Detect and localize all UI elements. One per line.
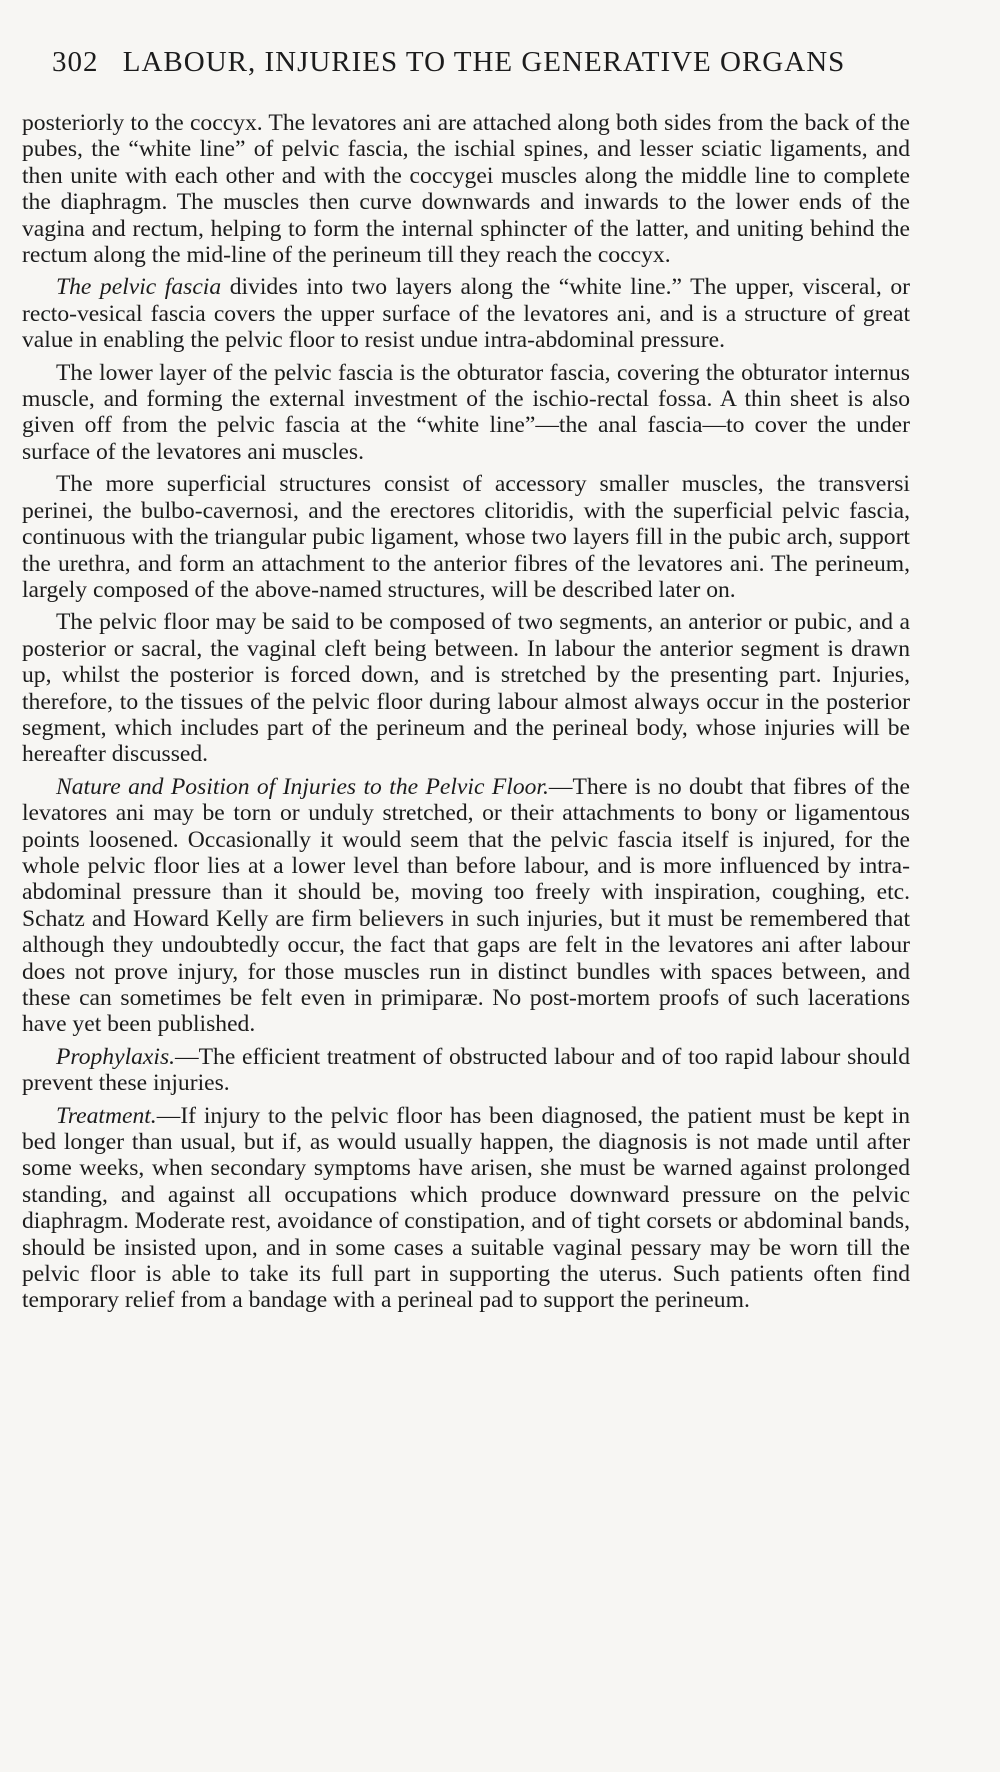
paragraph-italic-lead: Prophylaxis. xyxy=(56,1043,176,1070)
paragraph-text: posteriorly to the coccyx. The levatores ani are attached along both sides from the back of the pubes, the “white line” of pelvic fascia, the ischial spines, and lesser sciatic ligaments, and then unite with each other and with the coccygei muscles along the middle line to complete the diaphragm. The muscles then curve downwards and inwards to the lower ends of the vagina and rectum, helping to form the internal sphincter of the latter, and uniting behind the rectum along the mid-line of the perineum till they reach the coccyx. xyxy=(22,110,910,269)
paragraph-italic-lead: The pelvic fascia xyxy=(56,274,222,301)
page-number: 302 xyxy=(52,46,99,78)
paragraph-text: —The efficient treatment of obstructed labour and of too rapid labour should prevent these injuries. xyxy=(22,1043,910,1097)
paragraph-levatores-ani xyxy=(22,110,910,268)
body-text xyxy=(22,110,910,1320)
paragraph-pelvic-fascia xyxy=(22,274,910,353)
paragraph-italic-lead: Treatment. xyxy=(56,1102,157,1129)
paragraph-prophylaxis xyxy=(22,1044,910,1097)
paragraph-pelvic-floor-segments xyxy=(22,609,910,767)
paragraph-superficial-structures xyxy=(22,471,910,603)
running-title: LABOUR, INJURIES TO THE GENERATIVE ORGANS xyxy=(122,46,846,78)
running-header xyxy=(52,46,872,79)
paragraph-text: —There is no doubt that fibres of the levatores ani may be torn or unduly stretched, or their attachments to bony or ligamentous points loosened. Occasionally it would seem that the pelvic fascia itself is injured, for the whole pelvic floor lies at a lower level than before labour, and is more influenced by intra-abdominal pressure than it should be, moving too freely with inspiration, coughing, etc. Schatz and Howard Kelly are firm believers in such injuries, but it must be remembered that although they undoubtedly occur, the fact that gaps are felt in the levatores ani after labour does not prove injury, for those muscles run in distinct bundles with spaces between, and these can sometimes be felt even in primiparæ. No post-mortem proofs of such lacerations have yet been published. xyxy=(22,773,910,1038)
paragraph-text: —If injury to the pelvic floor has been diagnosed, the patient must be kept in bed longer than usual, but if, as would usually happen, the diagnosis is not made until after some weeks, when secondary symptoms have arisen, she must be warned against prolonged standing, and against all occupations which produce downward pressure on the pelvic diaphragm. Moderate rest, avoidance of constipation, and of tight corsets or abdominal bands, should be insisted upon, and in some cases a suitable vaginal pessary may be worn till the pelvic floor is able to take its full part in supporting the uterus. Such patients often find temporary relief from a bandage with a perineal pad to support the perineum. xyxy=(22,1102,910,1314)
paragraph-treatment xyxy=(22,1103,910,1314)
paragraph-text: divides into two layers along the “white line.” The upper, visceral, or recto-vesical fascia covers the upper surface of the levatores ani, and is a structure of great value in enabling the pelvic floor to resist undue intra-abdominal pressure. xyxy=(22,274,911,354)
paragraph-text: The more superficial structures consist of accessory smaller muscles, the transversi perinei, the bulbo-cavernosi, and the erectores clitoridis, with the superficial pelvic fascia, continuous with the triangular pubic ligament, whose two layers fill in the pubic arch, support the urethra, and form an attachment to the anterior fibres of the levatores ani. The perineum, largely composed of the above-named structures, will be described later on. xyxy=(22,471,910,603)
paragraph-obturator-fascia xyxy=(22,360,910,466)
paragraph-text: The lower layer of the pelvic fascia is the obturator fascia, covering the obturator internus muscle, and forming the external investment of the ischio-rectal fossa. A thin sheet is also given off from the pelvic fascia at the “white line”—the anal fascia—to cover the under surface of the levatores ani muscles. xyxy=(22,359,910,465)
paragraph-italic-lead: Nature and Position of Injuries to the Pelvic Floor. xyxy=(56,773,549,800)
paragraph-nature-of-injuries xyxy=(22,774,910,1038)
paragraph-text: The pelvic floor may be said to be composed of two segments, an anterior or pubic, and a posterior or sacral, the vaginal cleft being between. In labour the anterior segment is drawn up, whilst the posterior is forced down, and is stretched by the presenting part. Injuries, therefore, to the tissues of the pelvic floor during labour almost always occur in the posterior segment, which includes part of the perineum and the perineal body, whose injuries will be hereafter discussed. xyxy=(22,609,910,768)
